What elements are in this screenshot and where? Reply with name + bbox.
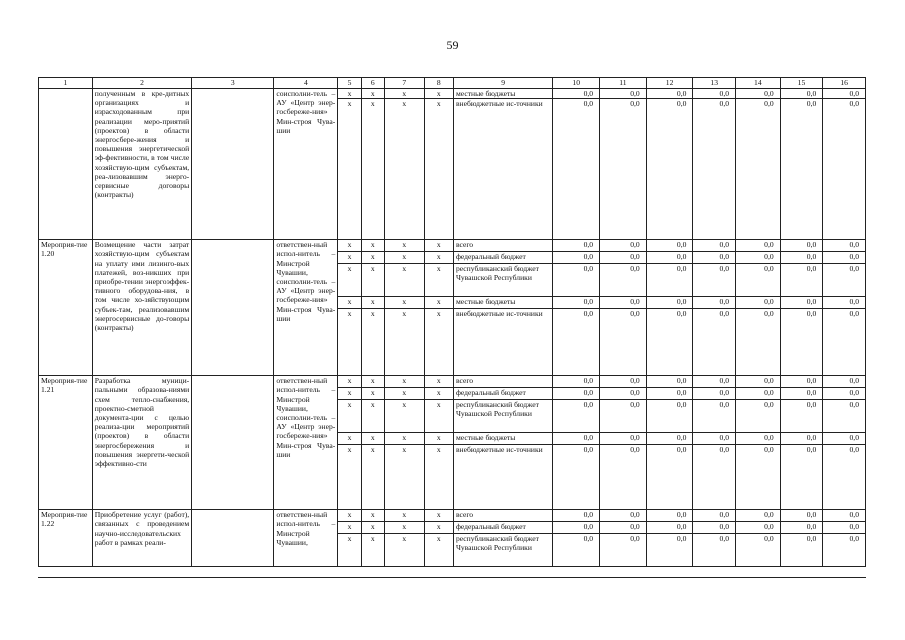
x-mark-cell: x [361,376,384,388]
value-cell: 0,0 [780,388,823,400]
value-cell: 0,0 [736,264,781,297]
header-cell-13: 13 [693,78,736,89]
value-cell: 0,0 [600,99,647,240]
table-row [39,89,866,99]
executor-cell: соисполни-тель – АУ «Центр энер-госбереже-ния» Мин-строя Чува-шии [274,89,338,240]
x-mark-cell: x [361,534,384,567]
value-cell: 0,0 [780,433,823,445]
x-mark-cell: x [424,433,453,445]
value-cell: 0,0 [780,534,823,567]
x-mark-cell: x [424,309,453,376]
value-cell: 0,0 [693,510,736,522]
value-cell: 0,0 [553,376,600,388]
value-cell: 0,0 [646,309,693,376]
x-mark-cell: x [338,376,361,388]
funding-source-cell: республиканский бюджет Чувашской Республики [453,400,552,433]
x-mark-cell: x [424,264,453,297]
x-mark-cell: x [361,522,384,534]
value-cell: 0,0 [736,522,781,534]
value-cell: 0,0 [736,433,781,445]
value-cell: 0,0 [780,309,823,376]
value-cell: 0,0 [823,534,866,567]
value-cell: 0,0 [780,252,823,264]
value-cell: 0,0 [736,309,781,376]
value-cell: 0,0 [823,264,866,297]
value-cell: 0,0 [693,309,736,376]
value-cell: 0,0 [600,433,647,445]
header-cell-16: 16 [823,78,866,89]
x-mark-cell: x [384,297,424,309]
x-mark-cell: x [424,297,453,309]
table-row [39,376,866,388]
x-mark-cell: x [361,264,384,297]
x-mark-cell: x [424,99,453,240]
x-mark-cell: x [424,445,453,510]
x-mark-cell: x [361,297,384,309]
value-cell: 0,0 [693,433,736,445]
x-mark-cell: x [424,534,453,567]
x-mark-cell: x [384,264,424,297]
value-cell: 0,0 [693,388,736,400]
header-cell-14: 14 [736,78,781,89]
value-cell: 0,0 [823,400,866,433]
measure-cell [39,89,93,240]
x-mark-cell: x [424,376,453,388]
value-cell: 0,0 [693,534,736,567]
value-cell: 0,0 [600,376,647,388]
value-cell: 0,0 [553,400,600,433]
value-cell: 0,0 [646,252,693,264]
x-mark-cell: x [361,309,384,376]
value-cell: 0,0 [736,534,781,567]
x-mark-cell: x [424,89,453,99]
x-mark-cell: x [338,252,361,264]
x-mark-cell: x [338,522,361,534]
x-mark-cell: x [338,240,361,252]
name-cell: Разработка муници-пальными образова-ниями схем тепло-снабжения, проектно-сметной документа-ции с целью реализа-ции мероприятий (проектов) в области энергосбережения и повышения энергети-ческой эффективно-сти [92,376,191,510]
value-cell: 0,0 [693,89,736,99]
table-bottom-rule [38,577,866,578]
value-cell: 0,0 [736,400,781,433]
value-cell: 0,0 [600,400,647,433]
value-cell: 0,0 [780,445,823,510]
value-cell: 0,0 [553,534,600,567]
value-cell: 0,0 [646,400,693,433]
value-cell: 0,0 [646,522,693,534]
value-cell: 0,0 [823,433,866,445]
table-row [39,240,866,252]
value-cell: 0,0 [780,510,823,522]
value-cell: 0,0 [780,297,823,309]
x-mark-cell: x [338,309,361,376]
x-mark-cell: x [384,522,424,534]
value-cell: 0,0 [646,376,693,388]
funding-source-cell: всего [453,376,552,388]
value-cell: 0,0 [553,522,600,534]
value-cell: 0,0 [600,240,647,252]
value-cell: 0,0 [646,433,693,445]
value-cell: 0,0 [646,240,693,252]
header-cell-11: 11 [600,78,647,89]
name-cell: полученным в кре-дитных организациях и израсходованным при реализации меро-приятий (проектов) в области энергосбере-жения и повышения энергетической эф-фективности, в том числе хозяйствую-щим субъектам, реа-лизовавшим энерго-сервисные договоры (контракты) [92,89,191,240]
executor-cell: ответствен-ный испол-нитель – Минстрой Чувашии, соисполни-тель – АУ «Центр энер-госбереже-ния» Мин-строя Чува-шии [274,376,338,510]
header-cell-15: 15 [780,78,823,89]
funding-source-cell: внебюджетные ис-точники [453,445,552,510]
value-cell: 0,0 [553,89,600,99]
header-cell-10: 10 [553,78,600,89]
value-cell: 0,0 [646,264,693,297]
page-number: 59 [446,38,459,52]
value-cell: 0,0 [600,89,647,99]
value-cell: 0,0 [780,89,823,99]
measure-cell: Мероприя-тие 1.22 [39,510,93,567]
executor-cell: ответствен-ный испол-нитель – Минстрой Чувашии, [274,510,338,567]
funding-source-cell: федеральный бюджет [453,388,552,400]
x-mark-cell: x [384,240,424,252]
funding-source-cell: внебюджетные ис-точники [453,99,552,240]
funding-source-cell: местные бюджеты [453,297,552,309]
value-cell: 0,0 [780,400,823,433]
name-cell: Возмещение части затрат хозяйствую-щим субъектам на уплату ими лизинго-вых платежей, воз-никших при приобре-тении энергоэффек-тивного оборудова-ния, в том числе хо-зяйствующим субъек-там, реализовавшим энергосервисные до-говоры (контракты) [92,240,191,376]
x-mark-cell: x [361,400,384,433]
x-mark-cell: x [361,433,384,445]
value-cell: 0,0 [823,309,866,376]
value-cell: 0,0 [780,264,823,297]
table-row [39,510,866,522]
value-cell: 0,0 [646,89,693,99]
value-cell: 0,0 [646,510,693,522]
value-cell: 0,0 [823,297,866,309]
value-cell: 0,0 [823,89,866,99]
value-cell: 0,0 [553,240,600,252]
value-cell: 0,0 [553,264,600,297]
value-cell: 0,0 [736,89,781,99]
funding-source-cell: всего [453,240,552,252]
value-cell: 0,0 [693,522,736,534]
x-mark-cell: x [338,433,361,445]
value-cell: 0,0 [646,388,693,400]
x-mark-cell: x [338,89,361,99]
x-mark-cell: x [384,534,424,567]
x-mark-cell: x [361,240,384,252]
header-cell-3: 3 [192,78,274,89]
header-cell-1: 1 [39,78,93,89]
x-mark-cell: x [384,99,424,240]
x-mark-cell: x [361,510,384,522]
value-cell: 0,0 [693,264,736,297]
header-cell-2: 2 [92,78,191,89]
x-mark-cell: x [424,252,453,264]
x-mark-cell: x [338,264,361,297]
name-cell: Приобретение услуг (работ), связанных с проведением научно-исследовательских работ в рамках реали- [92,510,191,567]
value-cell: 0,0 [736,99,781,240]
x-mark-cell: x [338,400,361,433]
value-cell: 0,0 [600,264,647,297]
col3-cell [192,510,274,567]
x-mark-cell: x [338,445,361,510]
value-cell: 0,0 [693,400,736,433]
value-cell: 0,0 [553,99,600,240]
value-cell: 0,0 [736,445,781,510]
value-cell: 0,0 [736,376,781,388]
value-cell: 0,0 [823,99,866,240]
measure-cell: Мероприя-тие 1.20 [39,240,93,376]
x-mark-cell: x [384,89,424,99]
value-cell: 0,0 [693,99,736,240]
value-cell: 0,0 [780,99,823,240]
x-mark-cell: x [384,433,424,445]
measure-cell: Мероприя-тие 1.21 [39,376,93,510]
value-cell: 0,0 [553,433,600,445]
value-cell: 0,0 [780,240,823,252]
x-mark-cell: x [424,510,453,522]
x-mark-cell: x [384,445,424,510]
x-mark-cell: x [384,376,424,388]
value-cell: 0,0 [600,510,647,522]
col3-cell [192,376,274,510]
value-cell: 0,0 [823,252,866,264]
header-cell-8: 8 [424,78,453,89]
value-cell: 0,0 [646,534,693,567]
header-cell-9: 9 [453,78,552,89]
header-cell-12: 12 [646,78,693,89]
funding-source-cell: федеральный бюджет [453,252,552,264]
value-cell: 0,0 [646,445,693,510]
x-mark-cell: x [338,297,361,309]
funding-source-cell: республиканский бюджет Чувашской Республики [453,264,552,297]
x-mark-cell: x [424,522,453,534]
value-cell: 0,0 [736,252,781,264]
value-cell: 0,0 [693,376,736,388]
value-cell: 0,0 [736,510,781,522]
executor-cell: ответствен-ный испол-нитель – Минстрой Чувашии, соисполни-тель – АУ «Центр энер-госбереже-ния» Мин-строя Чува-шии [274,240,338,376]
x-mark-cell: x [361,89,384,99]
funding-source-cell: федеральный бюджет [453,522,552,534]
header-cell-7: 7 [384,78,424,89]
value-cell: 0,0 [736,240,781,252]
value-cell: 0,0 [693,445,736,510]
funding-source-cell: внебюджетные ис-точники [453,309,552,376]
value-cell: 0,0 [823,240,866,252]
x-mark-cell: x [338,534,361,567]
value-cell: 0,0 [823,376,866,388]
value-cell: 0,0 [553,252,600,264]
value-cell: 0,0 [693,297,736,309]
col3-cell [192,89,274,240]
value-cell: 0,0 [693,240,736,252]
value-cell: 0,0 [646,297,693,309]
value-cell: 0,0 [553,388,600,400]
x-mark-cell: x [338,99,361,240]
value-cell: 0,0 [736,388,781,400]
value-cell: 0,0 [553,445,600,510]
funding-source-cell: всего [453,510,552,522]
x-mark-cell: x [384,309,424,376]
x-mark-cell: x [361,252,384,264]
value-cell: 0,0 [780,376,823,388]
funding-source-cell: республиканский бюджет Чувашской Республики [453,534,552,567]
x-mark-cell: x [361,445,384,510]
funding-source-cell: местные бюджеты [453,433,552,445]
value-cell: 0,0 [553,309,600,376]
value-cell: 0,0 [780,522,823,534]
value-cell: 0,0 [600,534,647,567]
funding-source-cell: местные бюджеты [453,89,552,99]
x-mark-cell: x [424,240,453,252]
col3-cell [192,240,274,376]
value-cell: 0,0 [823,522,866,534]
header-cell-6: 6 [361,78,384,89]
value-cell: 0,0 [646,99,693,240]
value-cell: 0,0 [823,445,866,510]
value-cell: 0,0 [823,388,866,400]
x-mark-cell: x [384,252,424,264]
value-cell: 0,0 [600,522,647,534]
value-cell: 0,0 [553,297,600,309]
x-mark-cell: x [384,388,424,400]
x-mark-cell: x [384,510,424,522]
x-mark-cell: x [338,510,361,522]
program-table [38,77,866,567]
value-cell: 0,0 [553,510,600,522]
value-cell: 0,0 [736,297,781,309]
value-cell: 0,0 [600,297,647,309]
x-mark-cell: x [424,400,453,433]
x-mark-cell: x [338,388,361,400]
x-mark-cell: x [424,388,453,400]
x-mark-cell: x [361,99,384,240]
x-mark-cell: x [361,388,384,400]
value-cell: 0,0 [600,445,647,510]
value-cell: 0,0 [823,510,866,522]
value-cell: 0,0 [693,252,736,264]
value-cell: 0,0 [600,388,647,400]
header-row [39,78,866,89]
x-mark-cell: x [384,400,424,433]
header-cell-5: 5 [338,78,361,89]
header-cell-4: 4 [274,78,338,89]
value-cell: 0,0 [600,309,647,376]
value-cell: 0,0 [600,252,647,264]
